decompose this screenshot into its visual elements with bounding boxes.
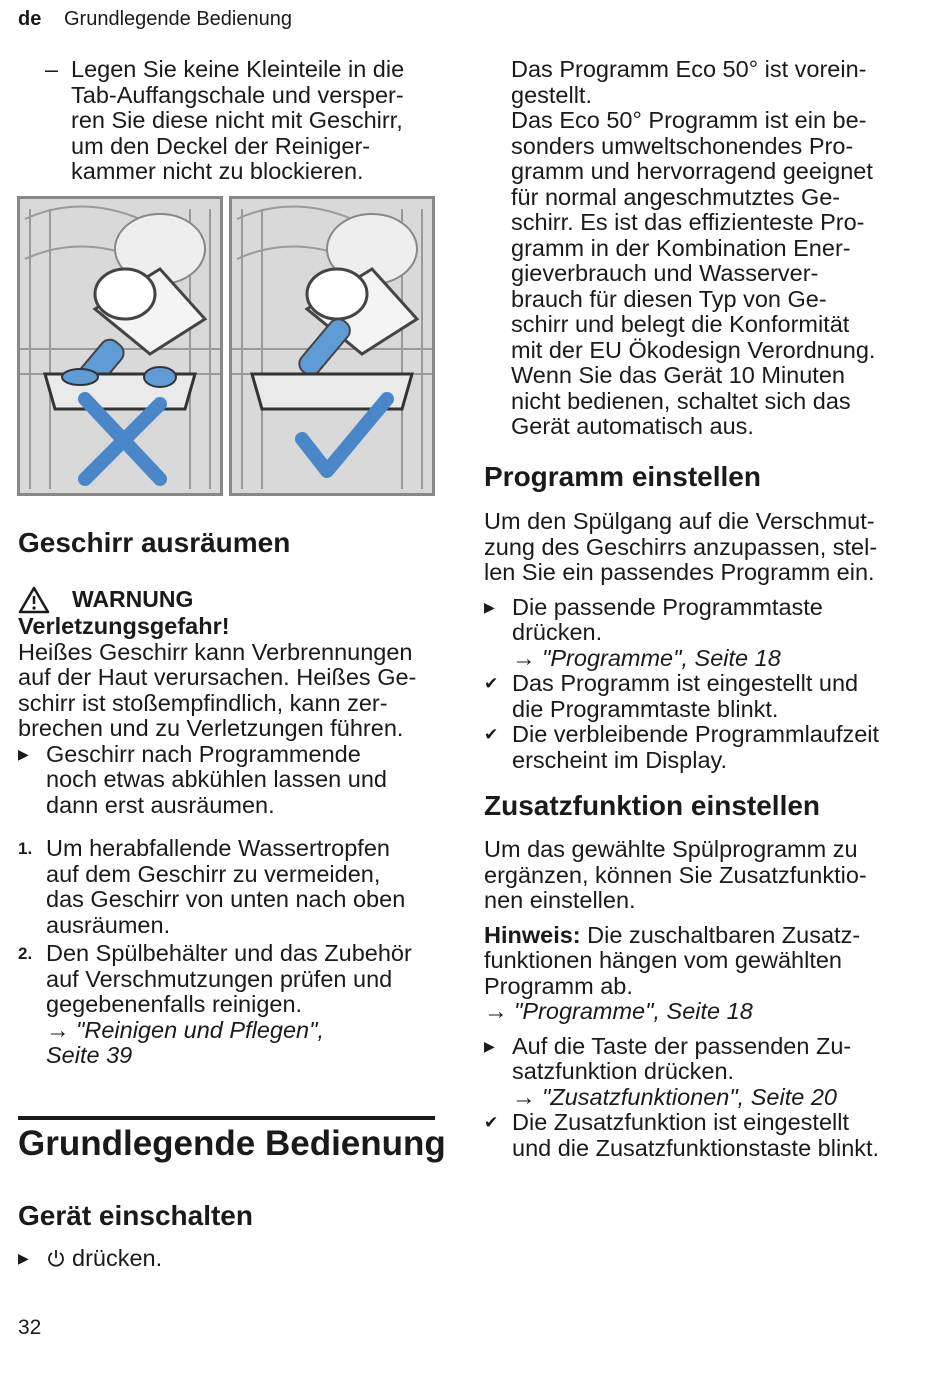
checkmark-icon: ✔ bbox=[484, 725, 499, 744]
zusatz-block bbox=[484, 837, 924, 1161]
dash-line: um den Deckel der Reiniger- bbox=[71, 132, 371, 159]
bullet-triangle-icon: ▶ bbox=[484, 598, 495, 615]
bullet-triangle-icon: ▶ bbox=[18, 1250, 29, 1266]
note-line: Programm ab. bbox=[484, 972, 633, 999]
arrow-right-icon: → bbox=[46, 1016, 77, 1043]
intro-line: gramm und hervorragend geeignet bbox=[511, 158, 873, 184]
section3-action bbox=[484, 595, 924, 672]
checkmark-icon: ✔ bbox=[484, 1113, 499, 1132]
step-line: Den Spülbehälter und das Zubehör bbox=[46, 940, 412, 966]
step-line: das Geschirr von unten nach oben bbox=[46, 886, 406, 912]
warning-block bbox=[18, 586, 438, 818]
step-line: gegebenenfalls reinigen. bbox=[46, 991, 303, 1017]
dash-line: ren Sie diese nicht mit Geschirr, bbox=[71, 107, 403, 133]
checkmark-icon: ✔ bbox=[484, 674, 499, 693]
step-item bbox=[18, 836, 438, 938]
step-number: 1. bbox=[18, 839, 33, 858]
result-item bbox=[484, 722, 924, 773]
intro-line: Wenn Sie das Gerät 10 Minuten bbox=[511, 362, 845, 388]
step-line: Um herabfallende Wassertropfen bbox=[46, 835, 390, 861]
step-item bbox=[18, 941, 438, 1069]
action-line: dann erst ausräumen. bbox=[46, 791, 275, 818]
step-line: ausräumen. bbox=[46, 911, 171, 938]
step-number: 2. bbox=[18, 944, 33, 963]
dash-marker: – bbox=[45, 56, 59, 82]
warning-title: Verletzungsgefahr! bbox=[18, 613, 230, 639]
section4-intro-line: Um das gewählte Spülprogramm zu bbox=[484, 836, 858, 862]
power-icon bbox=[46, 1248, 66, 1268]
dash-line: Legen Sie keine Kleinteile in die bbox=[71, 56, 405, 82]
action-line: satzfunktion drücken. bbox=[512, 1058, 735, 1084]
result-line: erscheint im Display. bbox=[512, 746, 728, 773]
header-lang: de bbox=[18, 8, 42, 30]
intro-line: gramm in der Kombination Ener- bbox=[511, 234, 851, 261]
section-title-einschalten: Gerät einschalten bbox=[18, 1200, 253, 1231]
intro-line: schirr und belegt die Konformität bbox=[511, 311, 850, 337]
cross-reference-page[interactable]: Seite 39 bbox=[46, 1042, 133, 1068]
section4-intro-line: ergänzen, können Sie Zusatzfunktio- bbox=[484, 861, 867, 888]
cross-reference[interactable]: → "Zusatzfunktionen", Seite 20 bbox=[512, 1083, 837, 1110]
section3-intro-line: Um den Spülgang auf die Verschmut- bbox=[484, 508, 875, 534]
action-line: Geschirr nach Programmende bbox=[46, 740, 361, 767]
section3-intro-line: zung des Geschirrs anzupassen, stel- bbox=[484, 533, 878, 560]
intro-line: mit der EU Ökodesign Verordnung. bbox=[511, 336, 876, 363]
section-title-programm: Programm einstellen bbox=[484, 461, 761, 492]
warning-label: WARNUNG bbox=[72, 586, 194, 613]
power-action bbox=[18, 1246, 438, 1272]
note-line: funktionen hängen vom gewählten bbox=[484, 947, 842, 973]
programm-block bbox=[484, 509, 924, 773]
cross-reference[interactable]: → "Programme", Seite 18 bbox=[512, 644, 781, 671]
step-line: auf dem Geschirr zu vermeiden, bbox=[46, 860, 381, 887]
action-line: drücken. bbox=[512, 619, 603, 645]
illustration-right bbox=[229, 196, 435, 496]
action-line: noch etwas abkühlen lassen und bbox=[46, 766, 387, 792]
warning-line: schirr ist stoßempfindlich, kann zer- bbox=[18, 689, 388, 716]
dash-line: Tab-Auffangschale und versper- bbox=[71, 81, 404, 108]
result-item bbox=[484, 1110, 924, 1161]
intro-line: Das Eco 50° Programm ist ein be- bbox=[511, 107, 867, 133]
result-item bbox=[484, 671, 924, 722]
intro-line: gestellt. bbox=[511, 81, 592, 108]
section-title-zusatz: Zusatzfunktion einstellen bbox=[484, 790, 821, 821]
illustration-wrong bbox=[17, 196, 223, 496]
power-action-text: drücken. bbox=[72, 1245, 163, 1271]
chapter-title: Grundlegende Bedienung bbox=[18, 1124, 446, 1163]
result-line: Die verbleibende Programmlaufzeit bbox=[512, 721, 880, 747]
intro-line: nicht bedienen, schaltet sich das bbox=[511, 387, 851, 414]
warning-line: auf der Haut verursachen. Heißes Ge- bbox=[18, 664, 417, 690]
result-line: Das Programm ist eingestellt und bbox=[512, 670, 859, 696]
result-line: Die Zusatzfunktion ist eingestellt bbox=[512, 1109, 849, 1135]
intro-line: Gerät automatisch aus. bbox=[511, 413, 754, 439]
cross-reference[interactable]: → "Reinigen und Pflegen", bbox=[46, 1016, 324, 1043]
result-line: und die Zusatzfunktionstaste blinkt. bbox=[512, 1134, 880, 1161]
eco-intro bbox=[511, 57, 931, 440]
result-line: die Programmtaste blinkt. bbox=[512, 695, 779, 722]
note-label: Hinweis: bbox=[484, 921, 581, 948]
chapter-rule bbox=[18, 1116, 435, 1120]
page-number: 32 bbox=[18, 1316, 42, 1339]
section4-intro-line: nen einstellen. bbox=[484, 887, 636, 913]
section-title-geschirr: Geschirr ausräumen bbox=[18, 527, 291, 558]
warning-triangle-icon bbox=[18, 586, 50, 614]
intro-line: Das Programm Eco 50° ist vorein- bbox=[511, 56, 867, 82]
intro-line: gieverbrauch und Wasserver- bbox=[511, 260, 819, 286]
dash-line: kammer nicht zu blockieren. bbox=[71, 158, 364, 184]
warning-line: Heißes Geschirr kann Verbrennungen bbox=[18, 638, 413, 665]
bullet-triangle-icon: ▶ bbox=[484, 1037, 495, 1054]
dash-item bbox=[45, 57, 435, 185]
section3-intro-line: len Sie ein passendes Programm ein. bbox=[484, 559, 875, 585]
note-line: Hinweis: Die zuschaltbaren Zusatz- bbox=[484, 921, 861, 948]
steps-list bbox=[18, 836, 438, 1069]
intro-line: sonders umweltschonendes Pro- bbox=[511, 132, 854, 159]
header-title: Grundlegende Bedienung bbox=[64, 8, 292, 30]
arrow-right-icon: → bbox=[512, 644, 543, 671]
warning-action bbox=[18, 742, 438, 819]
intro-line: schirr. Es ist das effizienteste Pro- bbox=[511, 209, 865, 235]
arrow-right-icon: → bbox=[484, 998, 515, 1024]
warning-line: brechen und zu Verletzungen führen. bbox=[18, 715, 404, 741]
bullet-triangle-icon: ▶ bbox=[18, 745, 29, 762]
action-line: Die passende Programmtaste bbox=[512, 593, 823, 620]
section4-action bbox=[484, 1034, 924, 1111]
arrow-right-icon: → bbox=[512, 1083, 543, 1110]
step-line: auf Verschmutzungen prüfen und bbox=[46, 965, 393, 992]
action-line: Auf die Taste der passenden Zu- bbox=[512, 1032, 852, 1059]
cross-reference[interactable]: → "Programme", Seite 18 bbox=[484, 998, 753, 1024]
intro-line: brauch für diesen Typ von Ge- bbox=[511, 285, 827, 312]
intro-line: für normal angeschmutztes Ge- bbox=[511, 183, 841, 210]
